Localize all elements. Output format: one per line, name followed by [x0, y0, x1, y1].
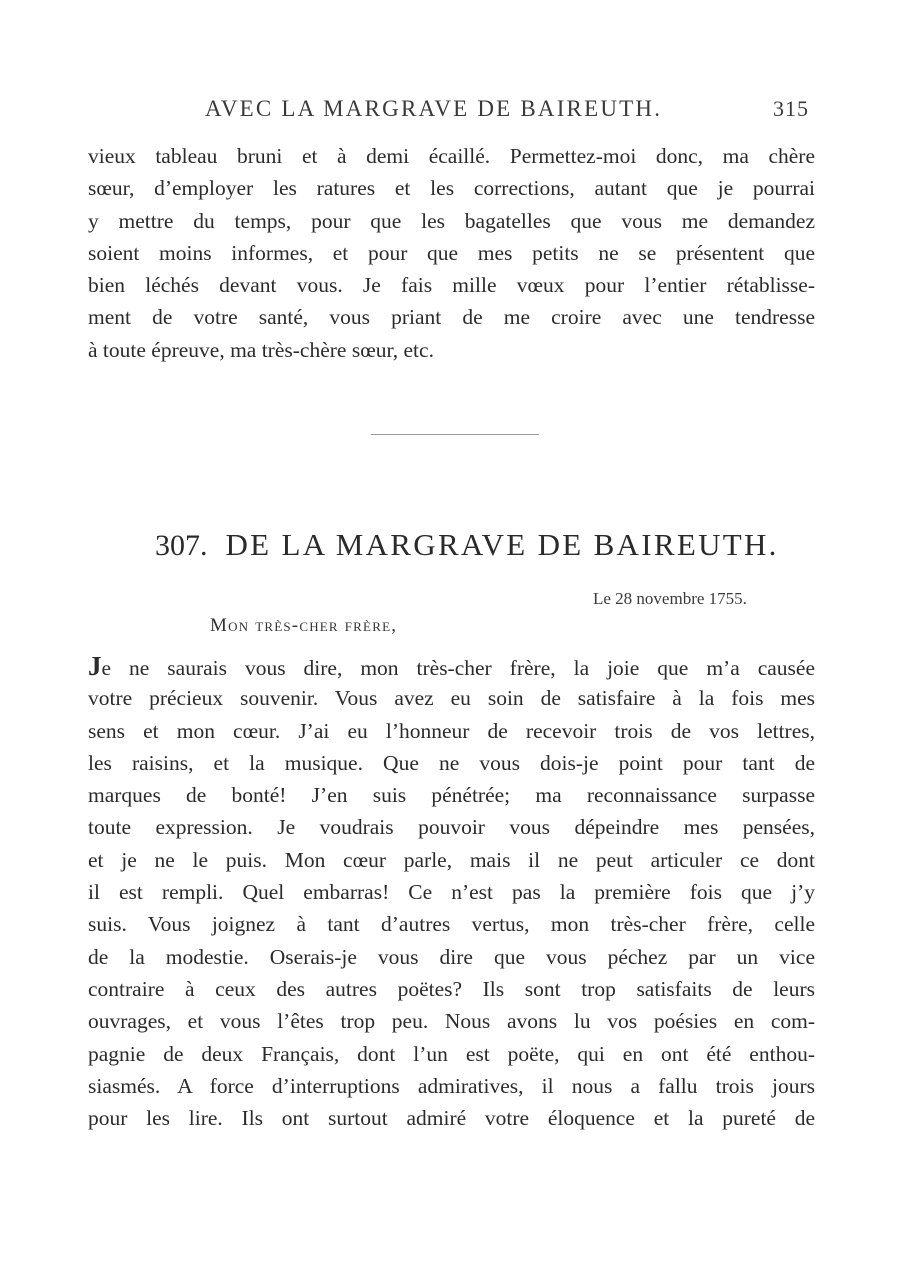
text-line: toute expression. Je voudrais pouvoir vous dépeindre mes pensées,	[88, 815, 815, 840]
letter-title	[155, 527, 779, 563]
text-line: ment de votre santé, vous priant de me croire avec une tendresse	[88, 305, 815, 330]
text-line: de la modestie. Oserais-je vous dire que vous péchez par un vice	[88, 944, 815, 969]
text-line: il est rempli. Quel embarras! Ce n’est pas la première fois que j’y	[88, 880, 815, 905]
text-line: ouvrages, et vous l’êtes trop peu. Nous avons lu vos poésies en com-	[88, 1009, 815, 1034]
text-line: sens et mon cœur. J’ai eu l’honneur de recevoir trois de vos lettres,	[88, 718, 815, 743]
text-line: marques de bonté! J’en suis pénétrée; ma reconnaissance surpasse	[88, 783, 815, 808]
previous-letter-ending	[88, 140, 815, 366]
text-line: soient moins informes, et pour que mes petits ne se présentent que	[88, 240, 815, 265]
dropcap: J	[88, 651, 102, 681]
running-title: AVEC LA MARGRAVE DE BAIREUTH.	[205, 96, 663, 121]
letter-date: Le 28 novembre 1755.	[593, 589, 747, 608]
text-line: bien léchés devant vous. Je fais mille vœux pour l’entier rétablisse-	[88, 273, 815, 298]
text-line: à toute épreuve, ma très-chère sœur, etc.	[88, 337, 434, 362]
text-line: siasmés. A force d’interruptions admiratives, il nous a fallu trois jours	[88, 1073, 815, 1098]
text-line: vieux tableau bruni et à demi écaillé. Permettez-moi donc, ma chère	[88, 144, 815, 168]
letter-heading: DE LA MARGRAVE DE BAIREUTH.	[225, 527, 779, 562]
text-line: pour les lire. Ils ont surtout admiré votre éloquence et la pureté de	[88, 1106, 815, 1131]
text-line: suis. Vous joignez à tant d’autres vertus, mon très-cher frère, celle	[88, 912, 815, 937]
text-line: et je ne le puis. Mon cœur parle, mais il ne peut articuler ce dont	[88, 847, 815, 872]
text-line-first	[88, 650, 815, 682]
text-line: y mettre du temps, pour que les bagatelles que vous me demandez	[88, 208, 815, 233]
letter-number: 307.	[155, 529, 208, 562]
text-line: les raisins, et la musique. Que ne vous dois-je point pour tant de	[88, 750, 815, 775]
page-number: 315	[773, 96, 809, 121]
text-line: sœur, d’employer les ratures et les corrections, autant que je pourrai	[88, 176, 815, 201]
text-line: votre précieux souvenir. Vous avez eu soin de satisfaire à la fois mes	[88, 686, 815, 711]
first-line-text: e ne saurais vous dire, mon très-cher frère, la joie que m’a causée	[101, 656, 815, 680]
running-head	[0, 96, 900, 126]
letter-body	[88, 650, 815, 1134]
section-separator-rule	[371, 434, 539, 435]
text-line: contraire à ceux des autres poëtes? Ils sont trop satisfaits de leurs	[88, 976, 815, 1001]
text-line: pagnie de deux Français, dont l’un est poëte, qui en ont été enthou-	[88, 1041, 815, 1066]
salutation: Mon très-cher frère,	[210, 615, 398, 636]
